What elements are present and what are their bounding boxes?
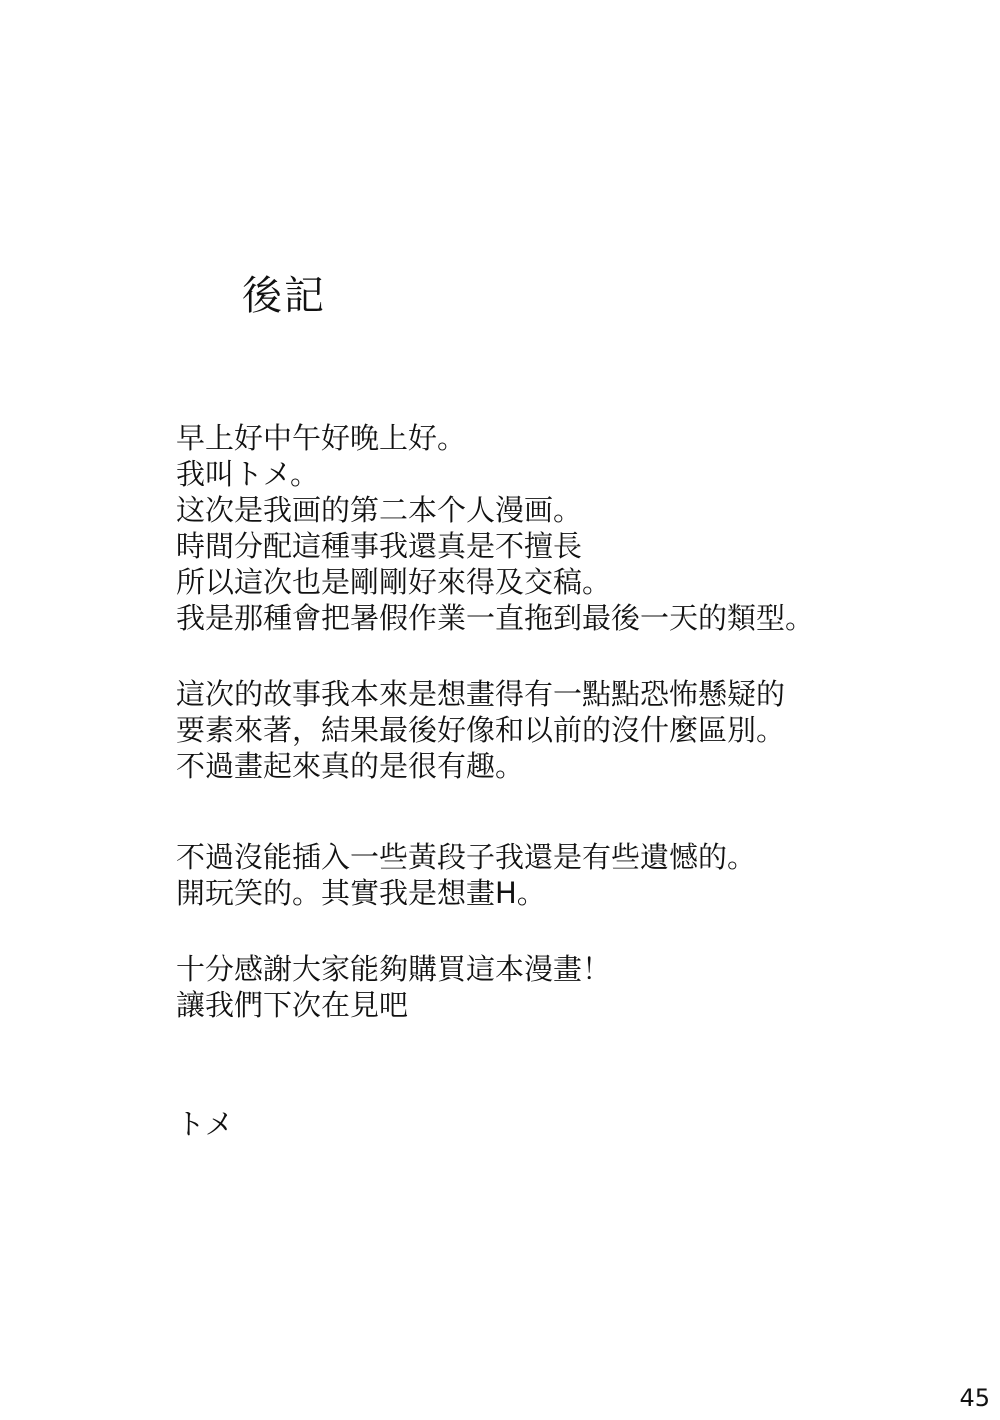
text-line: 我是那種會把暑假作業一直拖到最後一天的類型。 bbox=[176, 601, 815, 635]
text-line: 這次的故事我本來是想畫得有一點點恐怖懸疑的 bbox=[176, 677, 786, 711]
text-line: 十分感謝大家能夠購買這本漫畫！ bbox=[176, 952, 612, 986]
text-line: 早上好中午好晚上好。 bbox=[176, 421, 467, 455]
text-line: 開玩笑的。其實我是想畫H。 bbox=[176, 876, 546, 910]
page-number: 45 bbox=[959, 1384, 990, 1412]
page-title: 後記 bbox=[242, 273, 326, 319]
text-line: 不過畫起來真的是很有趣。 bbox=[176, 749, 525, 783]
text-line: 所以這次也是剛剛好來得及交稿。 bbox=[176, 565, 612, 599]
text-line: 我叫トメ。 bbox=[176, 457, 319, 491]
text-line: 这次是我画的第二本个人漫画。 bbox=[176, 493, 583, 527]
text-line: 要素來著，結果最後好像和以前的沒什麼區別。 bbox=[176, 713, 786, 747]
paragraph-story bbox=[176, 676, 785, 784]
author-signature: トメ bbox=[176, 1107, 234, 1141]
text-line: 時間分配這種事我還真是不擅長 bbox=[176, 529, 583, 563]
text-line: 讓我們下次在見吧 bbox=[176, 988, 409, 1022]
text-line: 不過沒能插入一些黃段子我還是有些遺憾的。 bbox=[176, 840, 757, 874]
paragraph-thanks bbox=[176, 951, 611, 1023]
paragraph-greeting bbox=[176, 420, 814, 636]
paragraph-regret bbox=[176, 839, 756, 911]
